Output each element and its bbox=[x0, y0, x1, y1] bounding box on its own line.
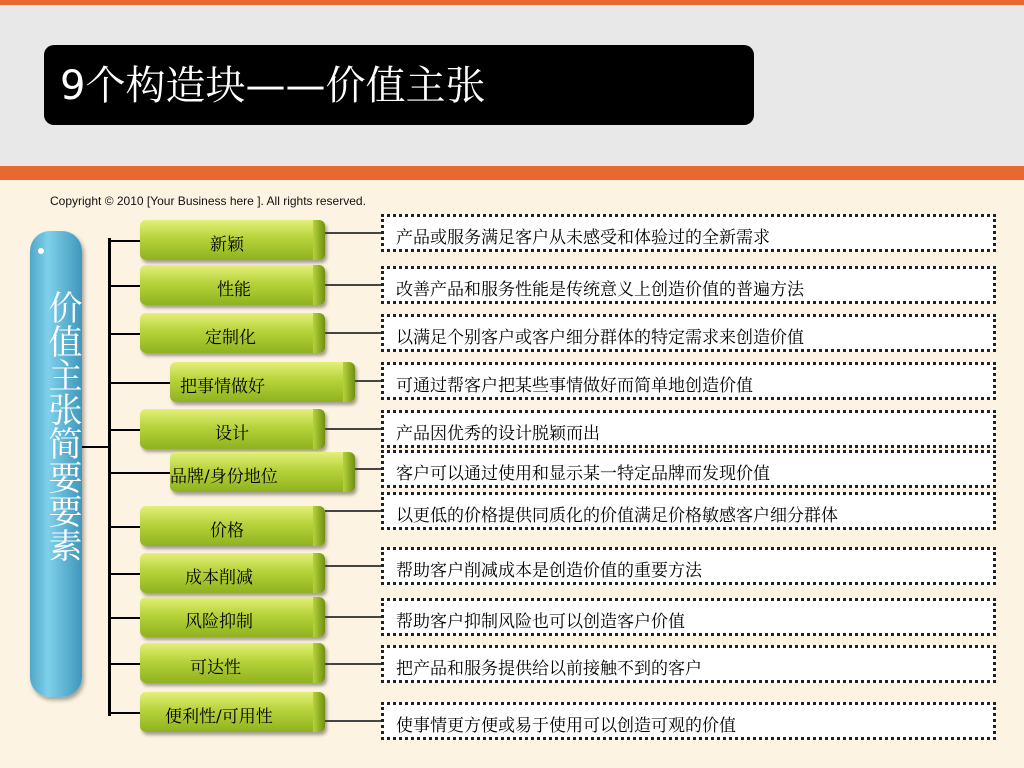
side-label: 价值主张简要要素 bbox=[42, 290, 82, 562]
top-accent-rule bbox=[0, 0, 1024, 5]
header-accent-rule bbox=[0, 166, 1024, 180]
element-connector bbox=[325, 332, 381, 334]
element-label: 成本削减 bbox=[185, 568, 253, 588]
slide-title: 9个构造块——价值主张 bbox=[60, 63, 486, 109]
element-description: 把产品和服务提供给以前接触不到的客户 bbox=[396, 659, 702, 679]
element-description-box bbox=[381, 645, 996, 683]
element-description-box bbox=[381, 314, 996, 352]
element-connector bbox=[325, 232, 381, 234]
element-description: 客户可以通过使用和显示某一特定品牌而发现价值 bbox=[396, 464, 770, 484]
element-connector bbox=[325, 720, 381, 722]
element-label: 可达性 bbox=[190, 658, 241, 678]
tree-branch bbox=[108, 333, 140, 335]
tree-branch bbox=[108, 240, 140, 242]
element-label: 价格 bbox=[210, 521, 244, 541]
element-description: 可通过帮客户把某些事情做好而简单地创造价值 bbox=[396, 376, 753, 396]
element-description-box bbox=[381, 410, 996, 448]
element-label: 设计 bbox=[215, 424, 249, 444]
copyright-notice: Copyright © 2010 [Your Business here ]. All rights reserved. bbox=[50, 194, 366, 208]
element-description: 使事情更方便或易于使用可以创造可观的价值 bbox=[396, 716, 736, 736]
element-description-box bbox=[381, 362, 996, 400]
element-connector bbox=[325, 565, 381, 567]
element-connector bbox=[325, 663, 381, 665]
element-description-box bbox=[381, 214, 996, 252]
element-label: 性能 bbox=[217, 280, 251, 300]
tree-branch bbox=[108, 573, 140, 575]
tree-branch bbox=[108, 663, 140, 665]
element-description: 产品因优秀的设计脱颖而出 bbox=[396, 424, 600, 444]
element-description-box bbox=[381, 598, 996, 636]
pill-highlight-dot bbox=[38, 248, 44, 254]
element-label: 新颖 bbox=[210, 235, 244, 255]
element-description-box bbox=[381, 492, 996, 530]
element-description-box bbox=[381, 702, 996, 740]
element-description: 帮助客户削减成本是创造价值的重要方法 bbox=[396, 561, 702, 581]
element-description-box bbox=[381, 547, 996, 585]
tree-branch bbox=[108, 472, 170, 474]
element-label: 便利性/可用性 bbox=[165, 707, 273, 727]
tree-branch bbox=[108, 526, 140, 528]
tree-branch bbox=[108, 617, 140, 619]
element-description: 改善产品和服务性能是传统意义上创造价值的普遍方法 bbox=[396, 280, 804, 300]
tree-branch bbox=[108, 429, 140, 431]
element-connector bbox=[355, 468, 381, 470]
tree-trunk bbox=[108, 238, 111, 716]
element-connector bbox=[325, 428, 381, 430]
element-label: 品牌/身份地位 bbox=[170, 467, 278, 487]
element-description: 以更低的价格提供同质化的价值满足价格敏感客户细分群体 bbox=[396, 506, 838, 526]
element-description: 产品或服务满足客户从未感受和体验过的全新需求 bbox=[396, 228, 770, 248]
tree-stem bbox=[82, 446, 110, 448]
tree-branch bbox=[108, 285, 140, 287]
element-connector bbox=[325, 510, 381, 512]
element-description-box bbox=[381, 450, 996, 488]
element-connector bbox=[325, 284, 381, 286]
element-label: 把事情做好 bbox=[180, 377, 265, 397]
element-connector bbox=[355, 380, 381, 382]
element-label: 风险抑制 bbox=[185, 612, 253, 632]
element-connector bbox=[325, 616, 381, 618]
tree-branch bbox=[108, 382, 170, 384]
element-description: 以满足个别客户或客户细分群体的特定需求来创造价值 bbox=[396, 328, 804, 348]
element-description: 帮助客户抑制风险也可以创造客户价值 bbox=[396, 612, 685, 632]
tree-branch bbox=[108, 712, 140, 714]
element-description-box bbox=[381, 266, 996, 304]
element-label: 定制化 bbox=[205, 328, 256, 348]
